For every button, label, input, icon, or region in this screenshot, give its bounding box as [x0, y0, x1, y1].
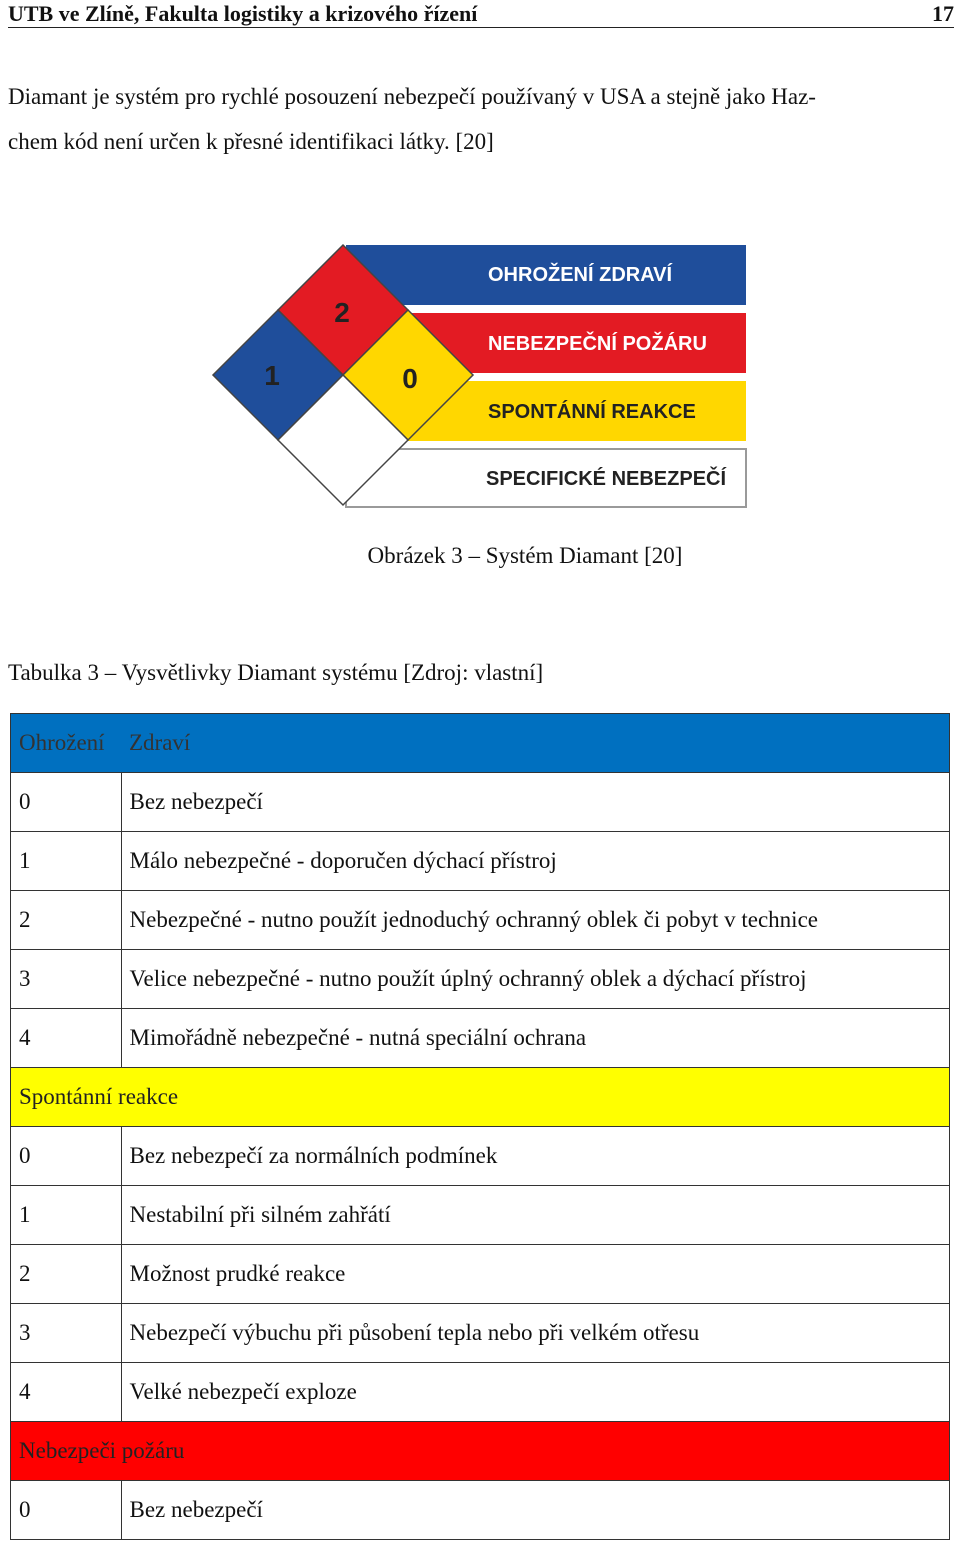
- description-cell: Bez nebezpečí za normálních podmínek: [121, 1127, 950, 1186]
- table-title: Tabulka 3 – Vysvětlivky Diamant systému [Zdroj: vlastní]: [8, 660, 544, 685]
- diamond-system-diagram: [210, 240, 750, 510]
- section-header-cell: [11, 714, 122, 773]
- table-row: [11, 1186, 950, 1245]
- description-cell: Velké nebezpečí exploze: [121, 1363, 950, 1422]
- level-cell: 3: [11, 1304, 122, 1363]
- level-cell: 1: [11, 1186, 122, 1245]
- description-cell: Bez nebezpečí: [121, 1481, 950, 1540]
- level-cell: 2: [11, 1245, 122, 1304]
- table-row: [11, 1127, 950, 1186]
- level-cell: 3: [11, 950, 122, 1009]
- band-label-health: OHROŽENÍ ZDRAVÍ: [488, 264, 673, 286]
- diamond-number-right: 0: [402, 363, 418, 394]
- section-header-reactivity: [11, 1068, 950, 1127]
- legend-table: [10, 713, 950, 1540]
- table-row: [11, 773, 950, 832]
- description-cell: Bez nebezpečí: [121, 773, 950, 832]
- section-header-cell: [121, 714, 950, 773]
- description-cell: Nebezpečí výbuchu při působení tepla nebo při velkém otřesu: [121, 1304, 950, 1363]
- level-cell: 4: [11, 1363, 122, 1422]
- description-cell: Možnost prudké reakce: [121, 1245, 950, 1304]
- description-cell: Nestabilní při silném zahřátí: [121, 1186, 950, 1245]
- level-cell: 1: [11, 832, 122, 891]
- level-cell: 0: [11, 1481, 122, 1540]
- paragraph-line: Diamant je systém pro rychlé posouzení nebezpečí používaný v USA a stejně jako Haz-: [8, 84, 816, 109]
- description-cell: Nebezpečné - nutno použít jednoduchý ochranný oblek či pobyt v technice: [121, 891, 950, 950]
- figure-caption: Obrázek 3 – Systém Diamant [20]: [367, 543, 683, 568]
- diamond-number-left: 1: [264, 360, 280, 391]
- paragraph-line: chem kód není určen k přesné identifikaci látky. [20]: [8, 129, 494, 154]
- level-cell: 2: [11, 891, 122, 950]
- level-cell: 0: [11, 773, 122, 832]
- table-row: [11, 1245, 950, 1304]
- band-label-fire: NEBEZPEČNÍ POŽÁRU: [488, 333, 707, 355]
- description-cell: Mimořádně nebezpečné - nutná speciální ochrana: [121, 1009, 950, 1068]
- section-header-cell: Spontánní reakce: [11, 1068, 950, 1127]
- section-header-fire: [11, 1422, 950, 1481]
- section-header-cell: Nebezpeči požáru: [11, 1422, 950, 1481]
- section-header-health: [11, 714, 950, 773]
- table-row: [11, 891, 950, 950]
- table-row: [11, 1481, 950, 1540]
- header-title: UTB ve Zlíně, Fakulta logistiky a krizového řízení: [8, 0, 478, 26]
- table-row: [11, 1304, 950, 1363]
- section-header-label: Zdraví: [129, 730, 191, 755]
- page-header: [8, 0, 954, 28]
- table-row: [11, 832, 950, 891]
- level-cell: 0: [11, 1127, 122, 1186]
- level-cell: 4: [11, 1009, 122, 1068]
- diamond-number-top: 2: [334, 297, 350, 328]
- band-label-reactivity: SPONTÁNNÍ REAKCE: [488, 401, 696, 423]
- table-row: [11, 950, 950, 1009]
- description-cell: Velice nebezpečné - nutno použít úplný ochranný oblek a dýchací přístroj: [121, 950, 950, 1009]
- description-cell: Málo nebezpečné - doporučen dýchací přístroj: [121, 832, 950, 891]
- band-label-specific: SPECIFICKÉ NEBEZPEČÍ: [486, 468, 727, 490]
- page-number: 17: [932, 0, 954, 26]
- section-header-label: Ohrožení: [19, 730, 105, 755]
- table-row: [11, 1363, 950, 1422]
- diamond-figure: [210, 240, 750, 510]
- body-paragraph: [8, 74, 952, 164]
- table-row: [11, 1009, 950, 1068]
